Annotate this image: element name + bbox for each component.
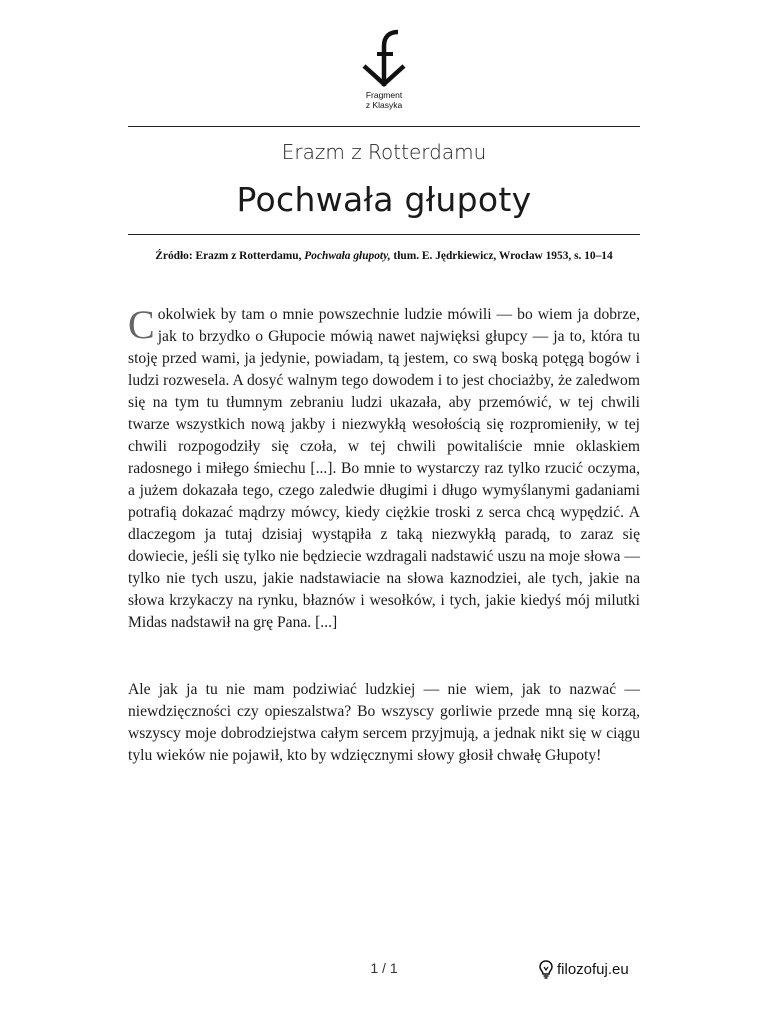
document-title: Pochwała głupoty — [236, 180, 532, 219]
paragraph-2: Ale jak ja tu nie mam podziwiać ludzkiej — nie wiem, jak to nazwać — niewdzięczności czy opieszalstwa? Bo wszyscy gorliwie przede mną się korzą, wszyscy moje dobrodziejstwa całym sercem przyjmują, a jednak nikt się w ciągu tylu wieków nie pojawił, kto by wdzięcznymi słowy głosił chwałę Głupoty! — [128, 681, 640, 764]
brand-link[interactable] — [538, 958, 629, 980]
author-name: Erazm z Rotterdamu — [281, 140, 487, 164]
logo-line-1: Fragment — [365, 90, 403, 100]
paragraph-1-text: okolwiek by tam o mnie powszechnie ludzie mówili — bo wiem ja dobrze, jak to brzydko o Głupocie mówią nawet najwięksi głupcy — ja to, która tu stoję przed wami, ja jedynie, powiadam, tą jestem, co swą boską potęgą bogów i ludzi rozwesela. A dosyć walnym tego dowodem i to jest chociażby, że zaledwom się na tym tu tłumnym zebraniu ludzi ukazała, aby przemówić, w tej chwili twarze wszystkich nową jakby i niezwykłą wesołością się rozpromieniły, w tej chwili rozpogodziły się czoła, w tej chwili powitaliście mnie oklaskiem radosnego i miłego śmiechu [...]. Bo mnie to wystarczy raz tylko rzucić oczyma, a jużem dokazała tego, czego zaledwie długimi i długo wymyślanymi gadaniami potrafią dokazać mądrzy mówcy, kiedy ciężkie troski z serca chcą wypędzić. A dlaczegom ja tutaj dzisiaj wystąpiła z taką niezwykłą paradą, to zaraz się dowiecie, jeśli się tylko nie będziecie wzdragali nadstawić uszu na moje słowa — tylko nie tych uszu, jakie nadstawiacie na słowa kaznodziei, ale tych, jakie na słowa krzykaczy na rynku, błaznów i wesołków, i tych, jakie kiedyś mój milutki Midas nadstawił na grę Pana. [...] — [128, 306, 640, 631]
source-work: Pochwała głupoty, — [304, 250, 391, 262]
fragment-z-klasyka-logo-icon — [360, 28, 408, 88]
dropcap: C — [128, 302, 155, 347]
logo-line-2: z Klasyka — [365, 100, 403, 110]
logo — [354, 28, 414, 116]
title-divider — [128, 234, 640, 235]
source-prefix: Źródło: Erazm z Rotterdamu, — [155, 250, 305, 262]
source-citation — [128, 250, 640, 262]
top-divider — [128, 126, 640, 127]
paragraph-1 — [128, 304, 640, 634]
lightbulb-icon — [538, 959, 554, 979]
brand-label: filozofuj.eu — [557, 960, 629, 978]
page-number: 1 / 1 — [370, 960, 398, 976]
source-details: tłum. E. Jędrkiewicz, Wrocław 1953, s. 10–14 — [390, 250, 613, 262]
